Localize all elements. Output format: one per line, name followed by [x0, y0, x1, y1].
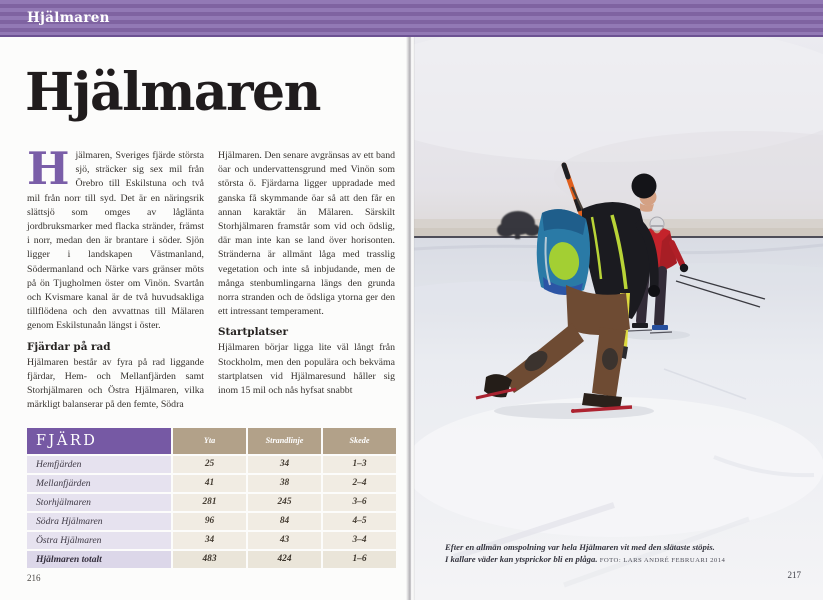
cell-strandlinje: 84 [248, 513, 321, 530]
cell-strandlinje: 43 [248, 532, 321, 549]
black-beanie [632, 174, 657, 199]
cell-strandlinje: 38 [248, 475, 321, 492]
table-header-row [27, 428, 396, 454]
cell-yta: 34 [173, 532, 246, 549]
table-header-skede: Skede [323, 428, 396, 454]
cell-strandlinje: 34 [248, 456, 321, 473]
cell-name: Södra Hjälmaren [27, 513, 171, 530]
cell-yta: 96 [173, 513, 246, 530]
cell-skede: 1–6 [323, 551, 396, 568]
cell-skede: 4–5 [323, 513, 396, 530]
paragraph-fjardar-cont: Hjälmaren. Den senare avgränsas av ett band öar och undervattensgrund med Vinön som största ö. Fjärdarna ligger uppradade med ganska få skymmande öar så att den får en annan karaktär än Mälaren. Särskilt Storhjälmaren framstår som vid och ödslig, där man inte kan se land över horisonten. Stränderna är allmänt låga med trasslig vegetation och inte så inbjudande, men de många stenbumlingarna längs den grunda norra stranden och de ödsliga ytorna ger den ett intressant temperament. [218, 150, 395, 318]
ice-skating-photo [414, 37, 823, 600]
table-total-row [27, 551, 396, 568]
left-page [0, 37, 412, 600]
cell-strandlinje: 424 [248, 551, 321, 568]
table-row [27, 475, 396, 492]
table-row [27, 494, 396, 511]
skater-shadow [622, 330, 690, 340]
page-number-left: 216 [27, 573, 41, 583]
fjard-table [27, 428, 396, 570]
table-row [27, 456, 396, 473]
cell-yta: 25 [173, 456, 246, 473]
table-header-fjard: FJÄRD [27, 428, 171, 454]
paragraph-intro-text: jälmaren, Sveriges fjärde största sjö, sträcker sig sex mil från Örebro till Eskilstuna och två mil från norr till syd. Det är en näringsrik slättsjö som omges av låglänta jordbruksmarker med flacka stränder, främst i norr, medan den är brantare i söder. Sjön ligger i landskapen Västmanland, Södermanland och Närke vars gränser möts på ön Tjugholmen öster om Vinön. Svartån och Kvismare kanal är de två huvudsakliga tillflödena och den avvattnas till Mälaren genom Eskilstunaån längst i öster. [27, 150, 204, 332]
table-row [27, 532, 396, 549]
body-column-2 [218, 149, 395, 417]
cell-skede: 2–4 [323, 475, 396, 492]
cell-yta: 41 [173, 475, 246, 492]
photo-credit: FOTO: LARS ANDRÉ FEBRUARI 2014 [599, 556, 726, 564]
paragraph-fjardar: Hjälmaren består av fyra på rad liggande fjärdar, Hem- och Mellanfjärden samt Storhjälmaren och Östra Hjälmaren, vilka märkligt balanserar på den femte, Södra [27, 356, 204, 411]
cell-skede: 1–3 [323, 456, 396, 473]
table-header-strandlinje: Strandlinje [248, 428, 321, 454]
chapter-band-label: Hjälmaren [27, 10, 110, 26]
paragraph-startplatser: Hjälmaren börjar ligga lite väl långt från Stockholm, men den populära och bekväma startplatsen vid Hjälmaresund håller sig inom 15 mil och nås hyfsat snabbt [218, 342, 395, 397]
table-row [27, 513, 396, 530]
photo-caption-line2: I kallare väder kan ytsprickor bli en plåga. FOTO: LARS ANDRÉ FEBRUARI 2014 [445, 553, 726, 564]
cell-name: Storhjälmaren [27, 494, 171, 511]
page-title: Hjälmaren [25, 62, 320, 123]
subheading-startplatser: Startplatser [218, 326, 288, 339]
body-column-1 [27, 142, 204, 417]
drop-cap: H [27, 142, 70, 195]
subheading-fjardar: Fjärdar på rad [27, 340, 111, 353]
cell-yta: 483 [173, 551, 246, 568]
chapter-band [0, 0, 823, 37]
skate [632, 323, 648, 328]
page-number-right: 217 [787, 570, 801, 580]
photo-caption-line1: Efter en allmän omspolning var hela Hjälmaren vit med den slätaste stöpis. [445, 542, 715, 552]
skate [652, 325, 668, 330]
cell-name: Östra Hjälmaren [27, 532, 171, 549]
photo-caption [445, 542, 797, 566]
page-gutter [406, 37, 415, 600]
cell-name: Mellanfjärden [27, 475, 171, 492]
right-page [414, 37, 823, 600]
paragraph-intro [27, 142, 204, 334]
cell-name: Hjälmaren totalt [27, 551, 171, 568]
cell-skede: 3–4 [323, 532, 396, 549]
helmet [650, 217, 664, 231]
cell-strandlinje: 245 [248, 494, 321, 511]
cell-yta: 281 [173, 494, 246, 511]
body-columns [27, 142, 396, 417]
table-header-yta: Yta [173, 428, 246, 454]
cell-skede: 3–6 [323, 494, 396, 511]
cell-name: Hemfjärden [27, 456, 171, 473]
